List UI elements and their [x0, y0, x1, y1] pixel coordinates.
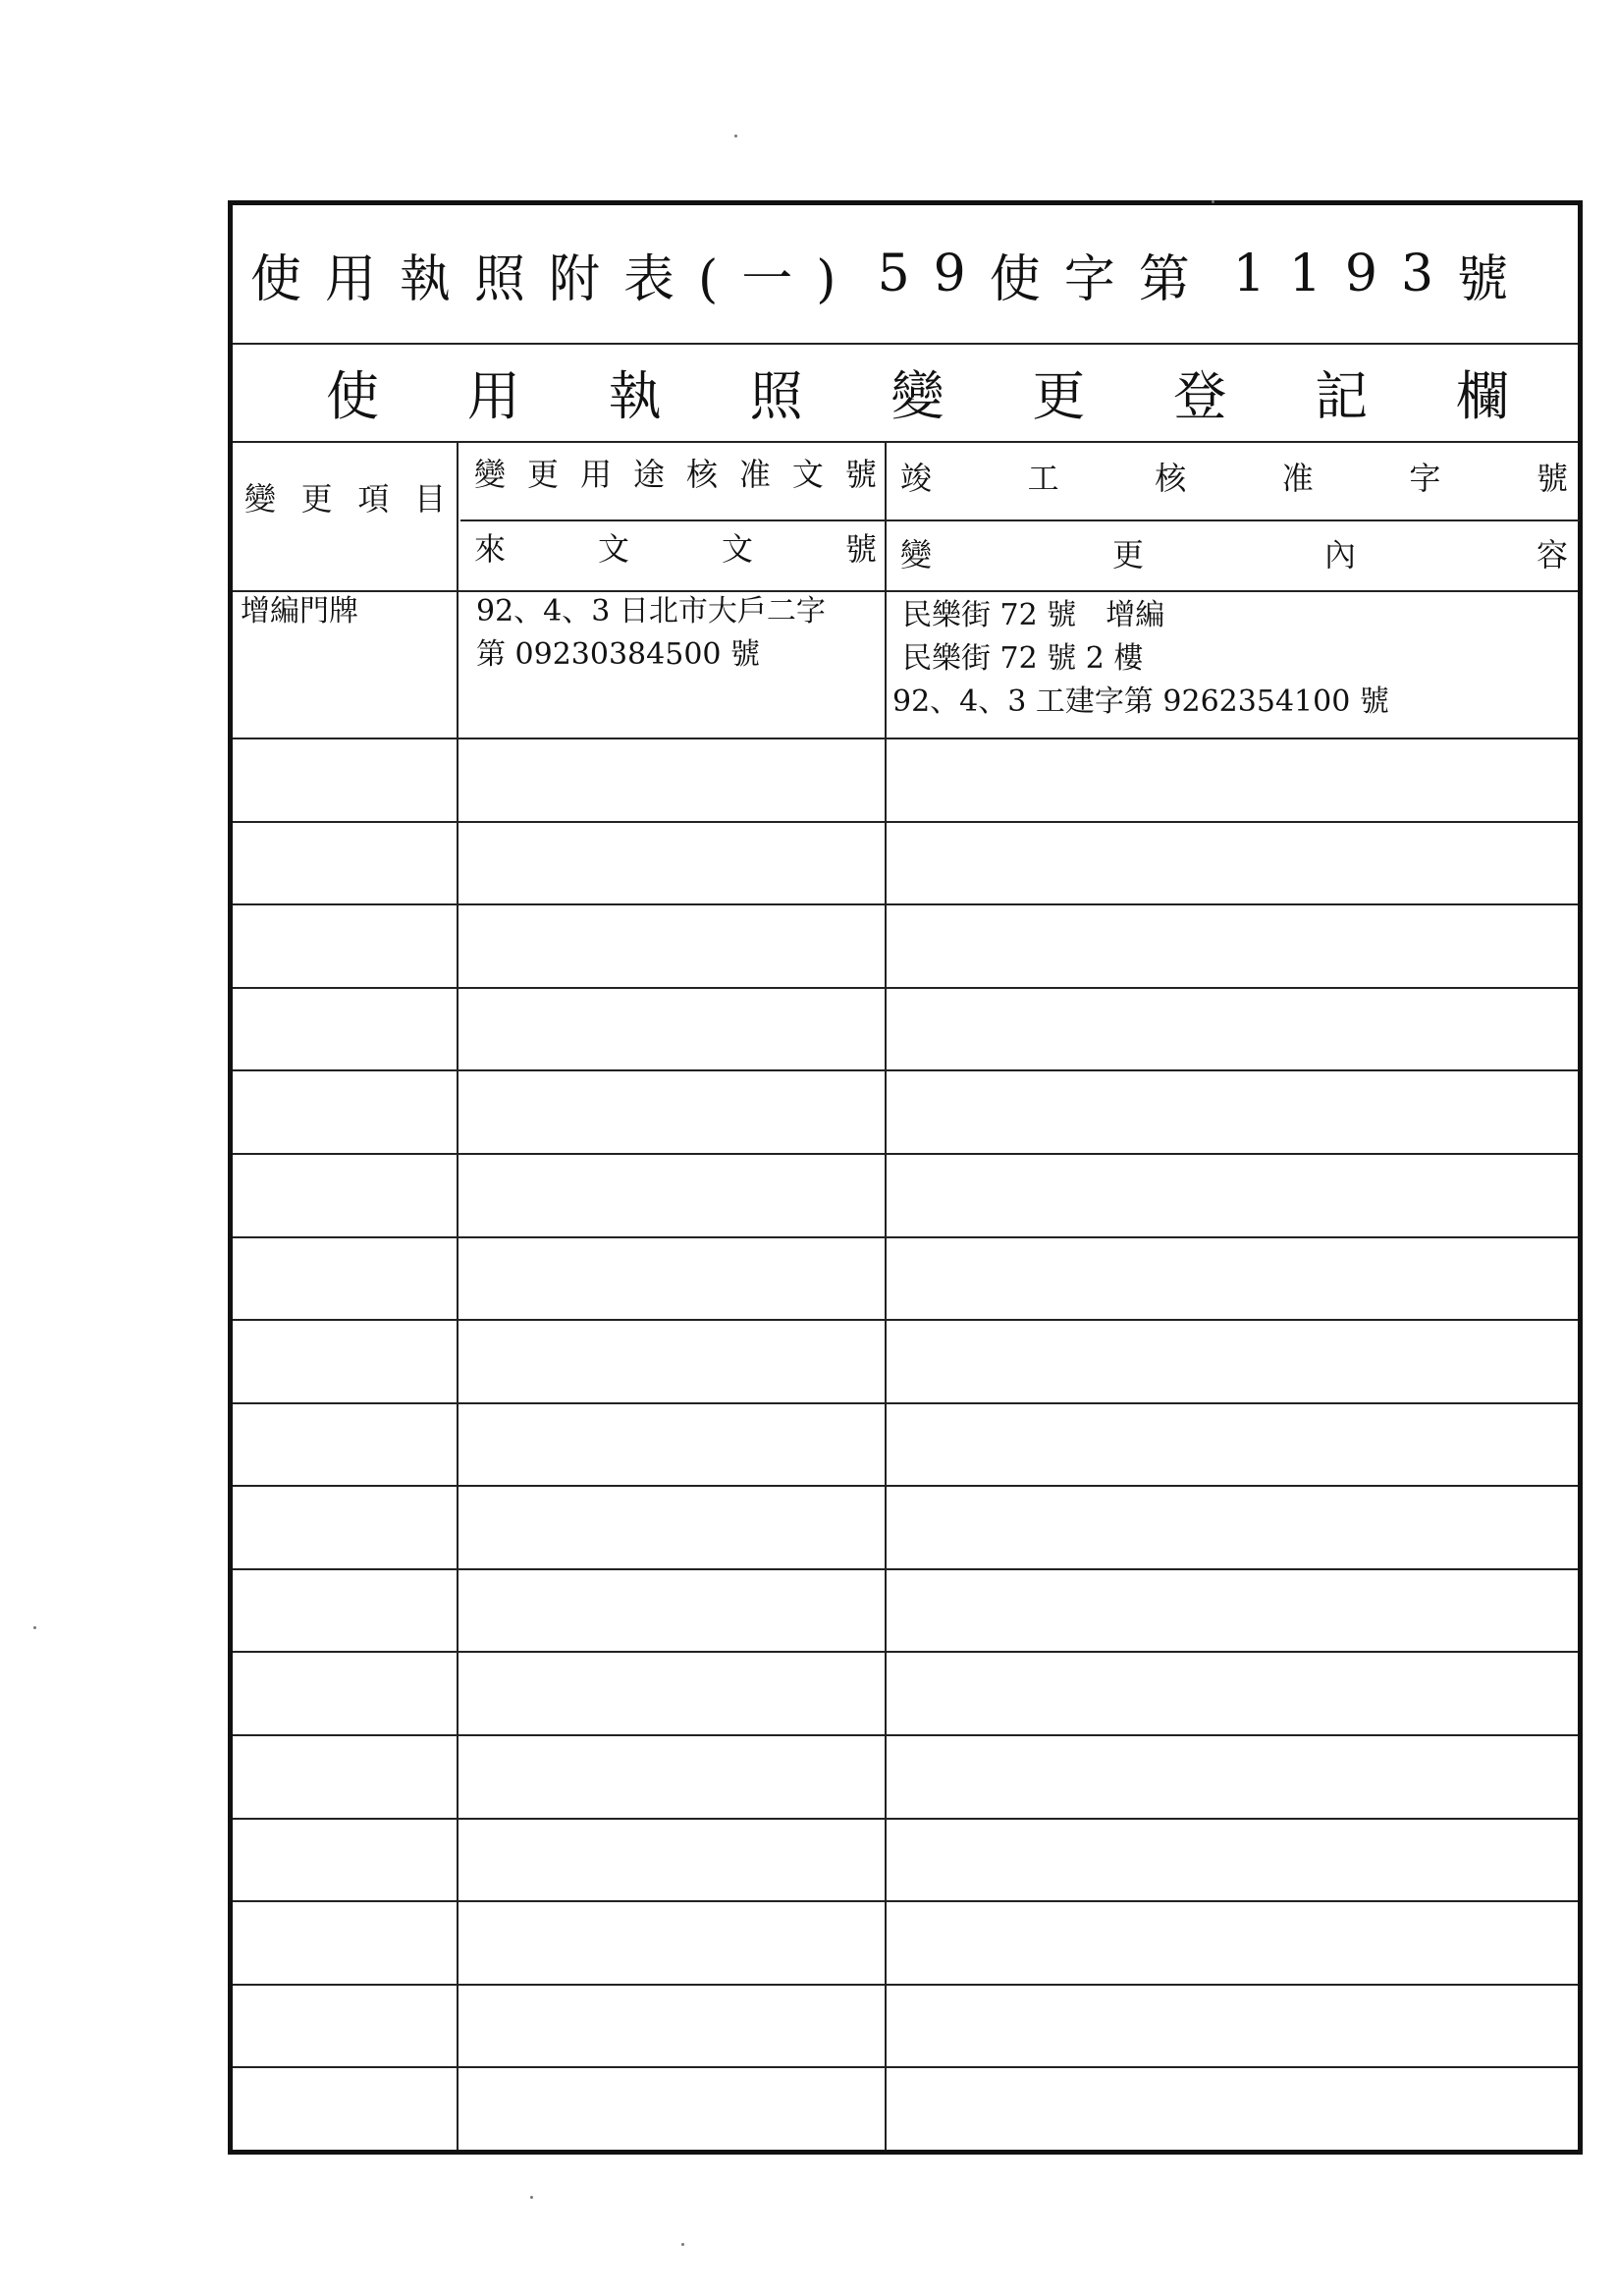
- heading-divider: [233, 441, 1578, 443]
- row-1-doc-line-1: 92、4、3 日北市大戶二字: [476, 594, 826, 629]
- row-rule: [233, 1984, 1578, 1986]
- header-char: 竣: [900, 460, 933, 497]
- title-suffix: 號: [1457, 249, 1533, 309]
- header-change-item: [244, 472, 446, 521]
- title-prefix: 使字第: [989, 249, 1214, 309]
- row-rule: [233, 1236, 1578, 1238]
- permit-number: 1193: [1232, 245, 1458, 303]
- scan-speck: [1212, 200, 1214, 203]
- header-char: 准: [1281, 460, 1314, 497]
- header-char: 內: [1323, 536, 1356, 574]
- header-char: 目: [413, 480, 446, 518]
- row-rule: [233, 1402, 1578, 1404]
- header-char: 項: [357, 480, 390, 518]
- usage-permit-attachment-form: [228, 200, 1583, 2155]
- row-1-item: 增編門牌: [241, 594, 358, 629]
- header-char: 核: [1155, 460, 1187, 497]
- header-char: 更: [526, 456, 559, 493]
- row-rule: [233, 1568, 1578, 1570]
- header-bottom-rule: [233, 590, 1578, 592]
- header-char: 字: [1409, 460, 1441, 497]
- header-char: 文: [597, 530, 629, 568]
- scan-speck: [33, 1626, 36, 1629]
- row-rule: [233, 1734, 1578, 1736]
- heading-char: 變: [890, 364, 944, 427]
- row-rule: [233, 2066, 1578, 2068]
- row-rule: [233, 1485, 1578, 1487]
- header-char: 用: [579, 456, 612, 493]
- header-char: 核: [685, 456, 718, 493]
- row-1-content-line-1: 民樂街 72 號 增編: [902, 598, 1165, 632]
- row-1-doc-line-2: 第 09230384500 號: [476, 637, 761, 672]
- scan-speck: [530, 2196, 533, 2199]
- row-rule: [233, 1319, 1578, 1321]
- header-char: 容: [1536, 536, 1568, 574]
- row-rule: [233, 987, 1578, 989]
- section-heading: [233, 343, 1578, 441]
- row-1-content-line-2: 民樂街 72 號 2 樓: [902, 641, 1144, 676]
- header-char: 准: [738, 456, 771, 493]
- scan-speck: [681, 2243, 684, 2246]
- row-rule: [233, 738, 1578, 739]
- title-year: 59: [877, 245, 990, 303]
- document-title: [233, 205, 1578, 343]
- header-char: 文: [791, 456, 824, 493]
- row-rule: [233, 903, 1578, 905]
- header-char: 變: [900, 536, 933, 574]
- heading-char: 照: [749, 364, 803, 427]
- heading-char: 欄: [1456, 364, 1509, 427]
- header-char: 途: [632, 456, 665, 493]
- header-char: 號: [844, 456, 877, 493]
- header-char: 號: [1536, 460, 1568, 497]
- row-rule: [233, 1153, 1578, 1155]
- heading-char: 記: [1315, 364, 1369, 427]
- row-rule: [233, 1900, 1578, 1902]
- header-char: 更: [300, 480, 333, 518]
- header-approval-doc-no: [474, 449, 877, 496]
- row-1-content-line-3: 92、4、3 工建字第 9262354100 號: [892, 684, 1389, 719]
- title-text: 使用執照附表(一): [250, 249, 860, 309]
- header-char: 文: [721, 530, 753, 568]
- header-completion-approval-no: [900, 453, 1568, 500]
- heading-char: 執: [608, 364, 662, 427]
- header-char: 來: [474, 530, 507, 568]
- header-char: 號: [844, 530, 877, 568]
- header-char: 工: [1027, 460, 1059, 497]
- header-change-content: [900, 529, 1568, 576]
- heading-char: 用: [466, 364, 520, 427]
- column-divider-2: [885, 441, 887, 2150]
- row-rule: [233, 1818, 1578, 1820]
- row-rule: [233, 1069, 1578, 1071]
- heading-char: 使: [326, 364, 379, 427]
- header-char: 變: [244, 480, 277, 518]
- header-subdivider: [460, 519, 1580, 521]
- heading-char: 更: [1032, 364, 1086, 427]
- heading-char: 登: [1173, 364, 1227, 427]
- row-rule: [233, 1651, 1578, 1653]
- scan-speck: [734, 135, 737, 137]
- header-char: 更: [1111, 536, 1144, 574]
- column-divider-1: [457, 441, 458, 2150]
- header-char: 變: [474, 456, 507, 493]
- row-rule: [233, 821, 1578, 823]
- header-incoming-doc-no: [474, 523, 877, 571]
